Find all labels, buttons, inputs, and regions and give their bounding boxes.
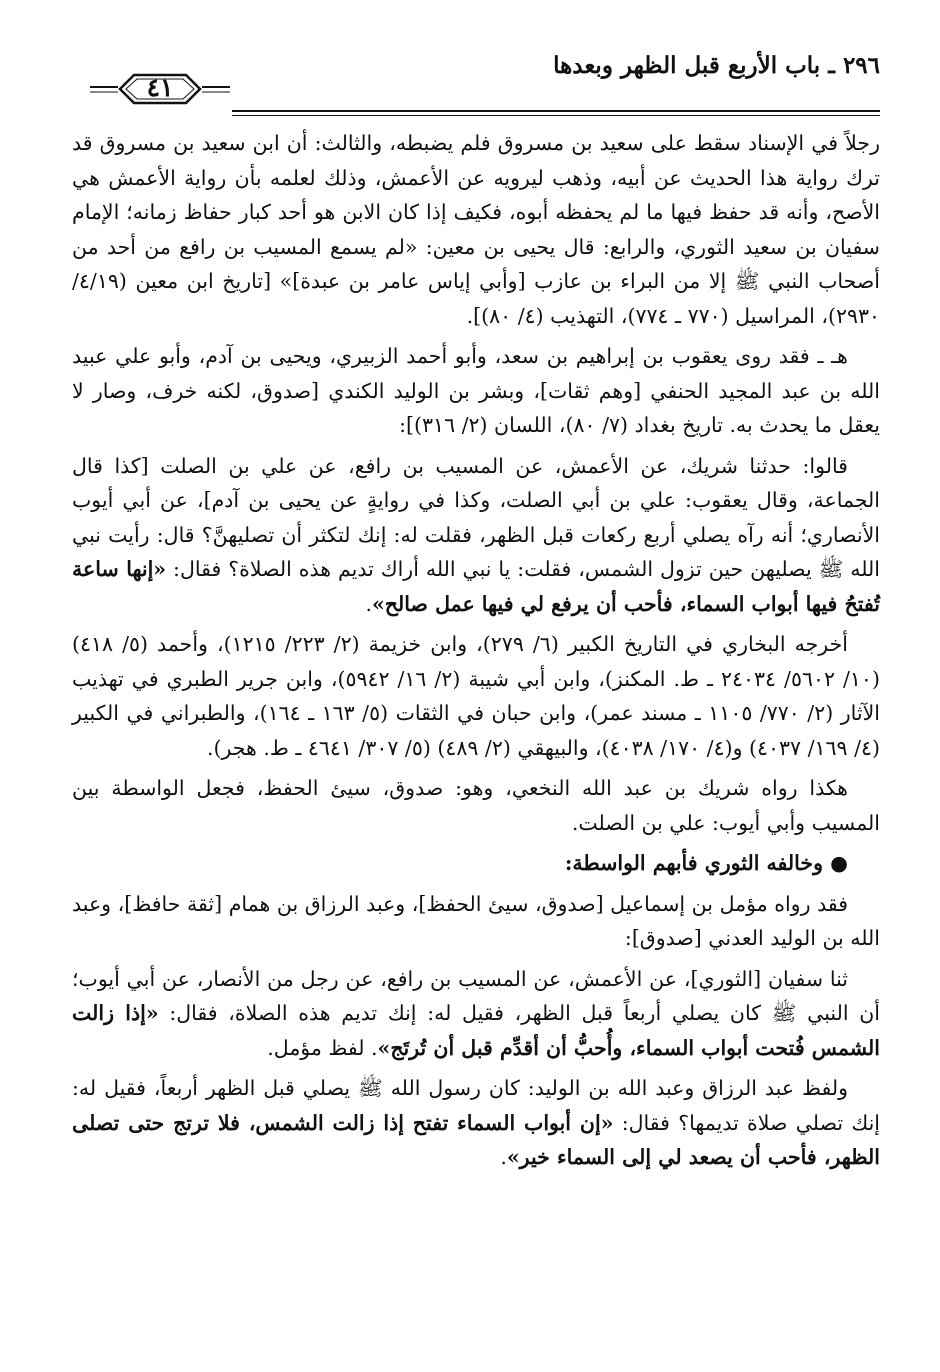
body-paragraph <box>72 126 880 333</box>
paragraph-text: . <box>500 1145 507 1169</box>
paragraph-text: . لفظ مؤمل. <box>267 1035 378 1060</box>
body-paragraph <box>72 771 880 840</box>
body-paragraph <box>72 1071 880 1175</box>
section-subheading <box>72 846 880 881</box>
paragraph-text: هـ ـ فقد روى يعقوب بن إبراهيم بن سعد، وأبو أحمد الزبيري، ويحيى بن آدم، وأبو علي عبيد الله بن عبد المجيد الحنفي [وهم ثقات]، وبشر بن الوليد الكندي [صدوق، لكنه خرف، وصار لا يعقل ما يحدث به. تاريخ بغداد (٧/ ٨٠)، اللسان (٢/ ٣١٦)]: <box>72 344 880 437</box>
paragraph-text: قالوا: حدثنا شريك، عن الأعمش، عن المسيب بن رافع، عن علي بن الصلت [كذا قال الجماعة، وقال يعقوب: علي بن أبي الصلت، وكذا في روايةٍ عن يحيى بن آدم]، عن أبي أيوب الأنصاري؛ أنه رآه يصلي أربع ركعات قبل الظهر، فقلت له: إنك لتكثر أن تصليهنَّ؟ قال: رأيت نبي الله ﷺ يصليهن حين تزول الشمس، فقلت: يا نبي الله أراك تديم هذه الصلاة؟ فقال: <box>72 453 880 581</box>
body-paragraph <box>72 887 880 956</box>
hadith-quote: ● وخالفه الثوري فأبهم الواسطة: <box>564 851 848 875</box>
page-number: ٤١ <box>146 73 174 102</box>
paragraph-text: ثنا سفيان [الثوري]، عن الأعمش، عن المسيب بن رافع، عن رجل من الأنصار، عن أبي أيوب؛ أن النبي ﷺ كان يصلي أربعاً قبل الظهر، فقيل له: إنك تديم هذه الصلاة، فقال: <box>72 966 880 1025</box>
page-body <box>72 126 880 1181</box>
hadith-quote: «إذا زالت الشمس فُتحت أبواب السماء، وأُحبُّ أن أقدِّم قبل أن تُرتَج» <box>72 1001 880 1060</box>
body-paragraph <box>72 627 880 765</box>
header-rule-thin <box>232 115 880 116</box>
paragraph-text: فقد رواه مؤمل بن إسماعيل [صدوق، سيئ الحفظ]، وعبد الرزاق بن همام [ثقة حافظ]، وعبد الله بن الوليد العدني [صدوق]: <box>72 891 880 950</box>
page-header <box>72 40 880 112</box>
body-paragraph <box>72 962 880 1066</box>
paragraph-text: أخرجه البخاري في التاريخ الكبير (٦/ ٢٧٩)، وابن خزيمة (٢/ ٢٢٣/ ١٢١٥)، وأحمد (٥/ ٤١٨) (١٠/ ٥٦٠٢/ ٢٤٠٣٤ ـ ط. المكنز)، وابن أبي شيبة (٢/ ١٦/ ٥٩٤٢)، وابن جرير الطبري في تهذيب الآثار (٢/ ٧٧٠/ ١١٠٥ ـ مسند عمر)، وابن حبان في الثقات (٥/ ١٦٣ ـ ١٦٤)، والطبراني في الكبير (٤/ ١٦٩/ ٤٠٣٧) و(٤/ ١٧٠/ ٤٠٣٨)، والبيهقي (٢/ ٤٨٩) (٥/ ٣٠٧/ ٤٦٤١ ـ ط. هجر). <box>72 632 880 760</box>
body-paragraph <box>72 339 880 443</box>
header-rule <box>232 110 880 112</box>
paragraph-text: ولفظ عبد الرزاق وعبد الله بن الوليد: كان رسول الله ﷺ يصلي قبل الظهر أربعاً، فقيل له: إنك تصلي صلاة تديمها؟ فقال: <box>72 1076 880 1135</box>
paragraph-text: رجلاً في الإسناد سقط على سعيد بن مسروق فلم يضبطه، والثالث: أن ابن سعيد بن مسروق قد ترك رواية هذا الحديث عن أبيه، وذهب ليرويه عن الأعمش، وذلك لعلمه بأن رواية الأعمش هي الأصح، وأنه قد حفظ فيها ما لم يحفظه أبوه، فكيف إذا كان الابن هو أحد كبار حفاظ زمانه؛ الإمام سفيان بن سعيد الثوري، والرابع: قال يحيى بن معين: «لم يسمع المسيب بن رافع من أحد من أصحاب النبي ﷺ إلا من البراء بن عازب [وأبي إياس عامر بن عبدة]» [تاريخ ابن معين (٤/١٩/ ٢٩٣٠)، المراسيل (٧٧٠ ـ ٧٧٤)، التهذيب (٤/ ٨٠)]. <box>72 131 880 328</box>
hadith-quote: «إن أبواب السماء تفتح إذا زالت الشمس، فلا ترتج حتى تصلى الظهر، فأحب أن يصعد لي إلى السماء خير» <box>72 1110 880 1169</box>
body-paragraph <box>72 449 880 622</box>
paragraph-text: هكذا رواه شريك بن عبد الله النخعي، وهو: صدوق، سيئ الحفظ، فجعل الواسطة بين المسيب وأبي أيوب: علي بن الصلت. <box>72 776 880 835</box>
hadith-quote: «إنها ساعة تُفتحُ فيها أبواب السماء، فأحب أن يرفع لي فيها عمل صالح» <box>72 557 880 616</box>
page-title: ٢٩٦ ـ باب الأربع قبل الظهر وبعدها <box>553 52 880 79</box>
paragraph-text: . <box>365 591 372 616</box>
page-number-ornament <box>90 67 230 111</box>
